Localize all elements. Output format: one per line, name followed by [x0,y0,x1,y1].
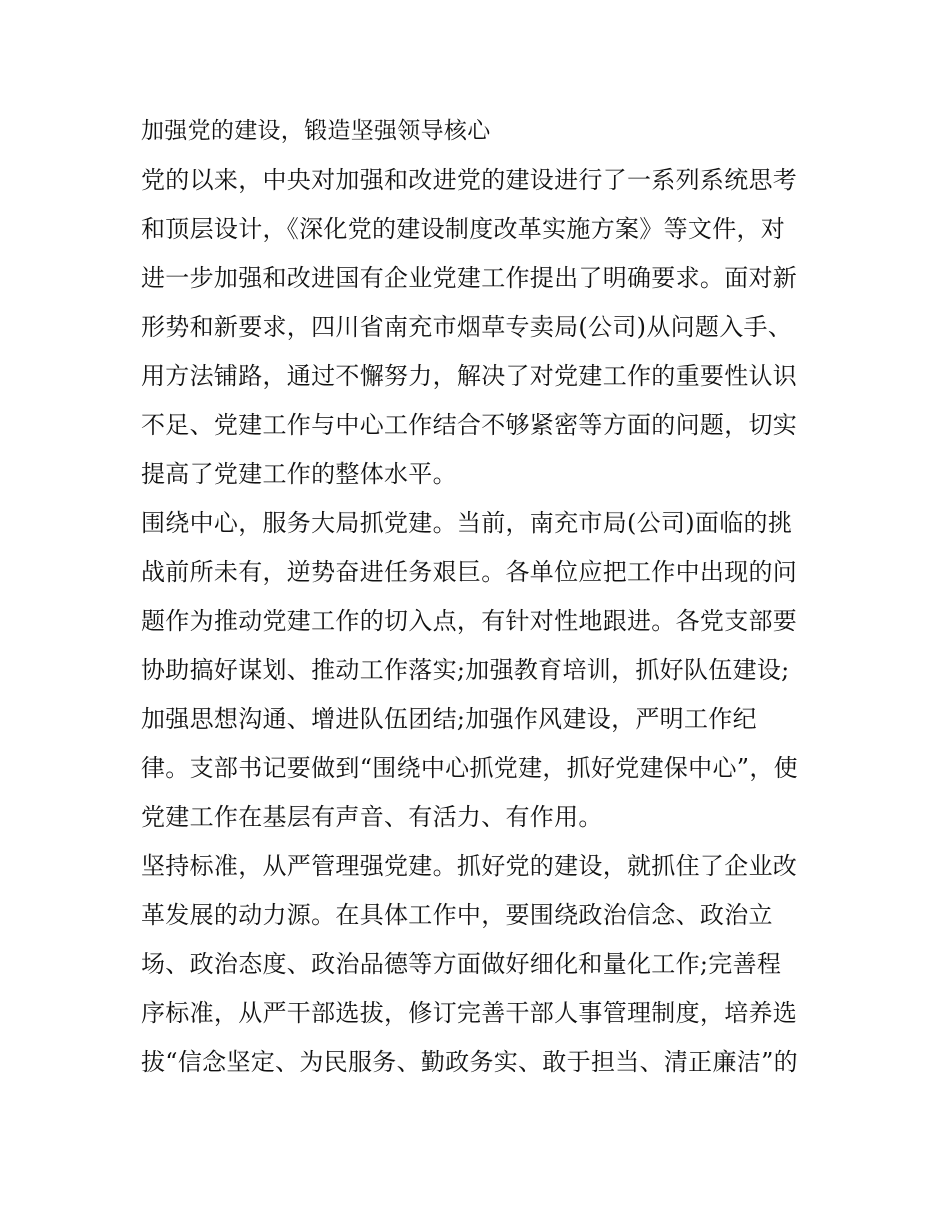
text-line: 律。支部书记要做到“围绕中心抓党建，抓好党建保中心”，使 [141,754,798,782]
text-line: 形势和新要求，四川省南充市烟草专卖局(公司)从问题入手、 [141,313,793,341]
text-line: 拔“信念坚定、为民服务、勤政务实、敢于担当、清正廉洁”的 [141,1048,798,1076]
text-line: 党的以来，中央对加强和改进党的建设进行了一系列系统思考 [141,166,798,194]
text-line: 和顶层设计，《深化党的建设制度改革实施方案》等文件，对 [141,215,786,243]
text-line: 党建工作在基层有声音、有活力、有作用。 [141,803,603,831]
text-line: 不足、党建工作与中心工作结合不够紧密等方面的问题，切实 [141,411,798,439]
text-line: 进一步加强和改进国有企业党建工作提出了明确要求。面对新 [141,264,798,292]
text-line: 场、政治态度、政治品德等方面做好细化和量化工作;完善程 [141,950,782,978]
text-line: 题作为推动党建工作的切入点，有针对性地跟进。各党支部要 [141,607,798,635]
text-line: 加强思想沟通、增进队伍团结;加强作风建设，严明工作纪 [141,705,757,733]
document-title: 加强党的建设，锻造坚强领导核心 [141,118,491,144]
text-line: 提高了党建工作的整体水平。 [141,460,457,488]
text-line: 用方法铺路，通过不懈努力，解决了对党建工作的重要性认识 [141,362,798,390]
text-line: 革发展的动力源。在具体工作中，要围绕政治信念、政治立 [141,901,773,929]
text-line: 坚持标准，从严管理强党建。抓好党的建设，就抓住了企业改 [141,852,798,880]
text-line: 协助搞好谋划、推动工作落实;加强教育培训，抓好队伍建设; [141,656,790,684]
text-line: 围绕中心，服务大局抓党建。当前，南充市局(公司)面临的挑 [141,509,793,537]
text-line: 战前所未有，逆势奋进任务艰巨。各单位应把工作中出现的问 [141,558,798,586]
text-line: 序标准，从严干部选拔，修订完善干部人事管理制度，培养选 [141,999,798,1027]
